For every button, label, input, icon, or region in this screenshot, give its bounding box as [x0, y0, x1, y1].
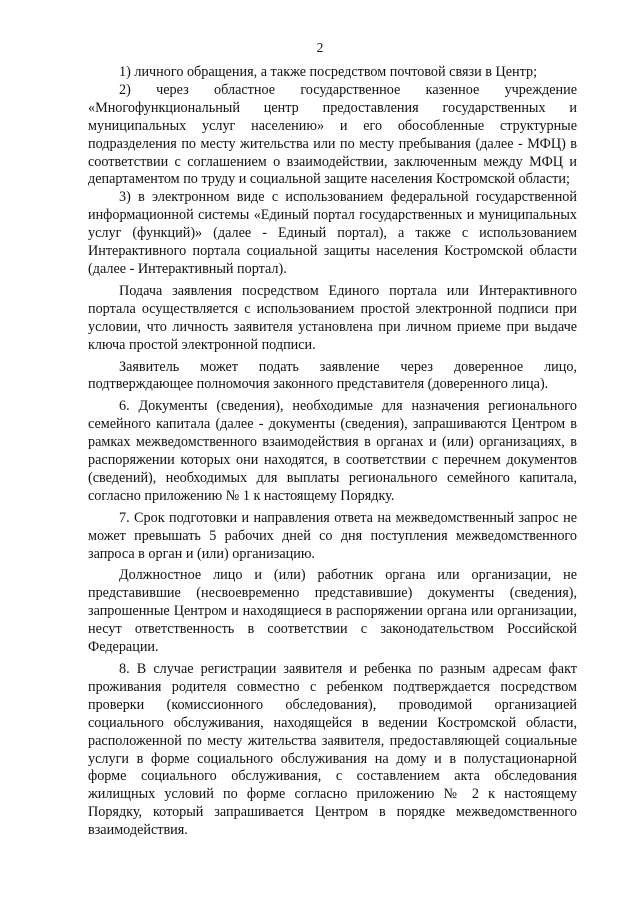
- paragraph-trusted-person: Заявитель может подать заявление через доверенное лицо, подтверждающее полномочия законного представителя (доверенного лица).: [88, 358, 577, 393]
- paragraph-electronic-signature: Подача заявления посредством Единого портала или Интерактивного портала осуществляется с использованием простой электронной подписи при условии, что личность заявителя установлена при личном приеме при выдаче ключа простой электронной подписи.: [88, 282, 577, 353]
- document-body: [88, 64, 577, 840]
- paragraph-item-3-electronic: 3) в электронном виде с использованием федеральной государственной информационной системы «Единый портал государственных и муниципальных услуг (функций)» (далее - Единый портал), а также с использованием Интерактивного портала социальной защиты населения Костромской области (далее - Интерактивный портал).: [88, 189, 577, 277]
- paragraph-section-7-deadline: 7. Срок подготовки и направления ответа на межведомственный запрос не может превышать 5 рабочих дней со дня поступления межведомственного запроса в орган и (или) организацию.: [88, 509, 577, 562]
- paragraph-item-1-personal-appeal: 1) личного обращения, а также посредством почтовой связи в Центр;: [119, 64, 538, 80]
- paragraph-responsibility: Должностное лицо и (или) работник органа или организации, не представившие (несвоевременно представившие) документы (сведения), запрошенные Центром и находящиеся в распоряжении органа или организации, несут ответственность в соответствии с законодательством Российской Федерации.: [88, 567, 577, 656]
- paragraph-section-8-inspection: 8. В случае регистрации заявителя и ребенка по разным адресам факт проживания родителя совместно с ребенком подтверждается посредством проверки (комиссионного обследования), проводимой организацией социального обслуживания, находящейся в ведении Костромской области, расположенной по месту жительства заявителя, предоставляющей социальные услуги в форме социального обслуживания на дому и в полустационарной форме социального обслуживания, с составлением акта обследования жилищных условий по форме согласно приложению № 2 к настоящему Порядку, который запрашивается Центром в порядке межведомственного взаимодействия.: [88, 661, 577, 839]
- paragraph-section-6-documents: 6. Документы (сведения), необходимые для назначения регионального семейного капитала (далее - документы (сведения), запрашиваются Центром в рамках межведомственного взаимодействия в органах и (или) организациях, в распоряжении которых они находятся, в соответствии с перечнем документов (сведений), необходимых для выплаты регионального семейного капитала, согласно приложению № 1 к настоящему Порядку.: [88, 398, 577, 504]
- page-number: 2: [316, 40, 324, 55]
- paragraph-item-2-mfc: 2) через областное государственное казенное учреждение «Многофункциональный центр предоставления государственных и муниципальных услуг населению» и его обособленные структурные подразделения по месту жительства или по месту пребывания (далее - МФЦ) в соответствии с соглашением о взаимодействии, заключенным между МФЦ и департаментом по труду и социальной защите населения Костромской области;: [88, 81, 577, 188]
